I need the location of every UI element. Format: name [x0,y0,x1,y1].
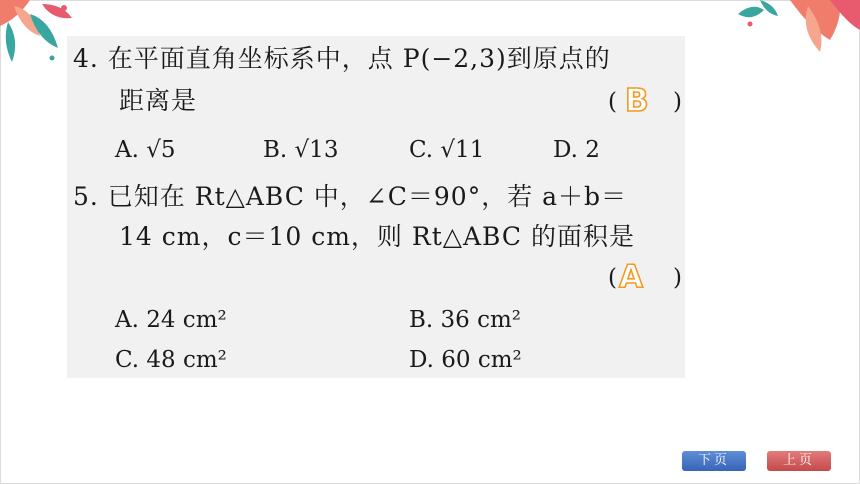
q5-stem-line1: 5. 已知在 Rt△ABC 中，∠C＝90°，若 a＋b＝ [73,182,628,211]
q4-paren-close: ) [673,89,682,115]
q5-option-d: D. 60 cm² [409,347,522,373]
previous-page-button[interactable]: 上页 [767,451,831,471]
next-page-button[interactable]: 下页 [682,451,746,471]
q4-option-c: C. √11 [409,137,485,163]
q4-stem-line2: 距离是 [119,86,198,115]
q5-stem-line2: 14 cm，c＝10 cm，则 Rt△ABC 的面积是 [119,222,635,251]
q5-option-c: C. 48 cm² [115,347,227,373]
q5-paren-open: ( [608,265,617,291]
q5-option-a: A. 24 cm² [115,307,227,333]
q5-paren-close: ) [673,265,682,291]
question-scan [67,36,685,378]
q4-option-d: D. 2 [553,137,600,163]
floral-decoration-top-right-icon [730,0,860,60]
q5-option-b: B. 36 cm² [409,307,522,333]
q4-stem-line1: 4. 在平面直角坐标系中，点 P(−2,3)到原点的 [73,44,611,73]
q5-answer: A [619,259,643,295]
q4-option-b: B. √13 [263,137,339,163]
q4-answer: B [625,83,649,119]
q4-option-a: A. √5 [115,137,176,163]
q4-paren-open: ( [608,89,617,115]
